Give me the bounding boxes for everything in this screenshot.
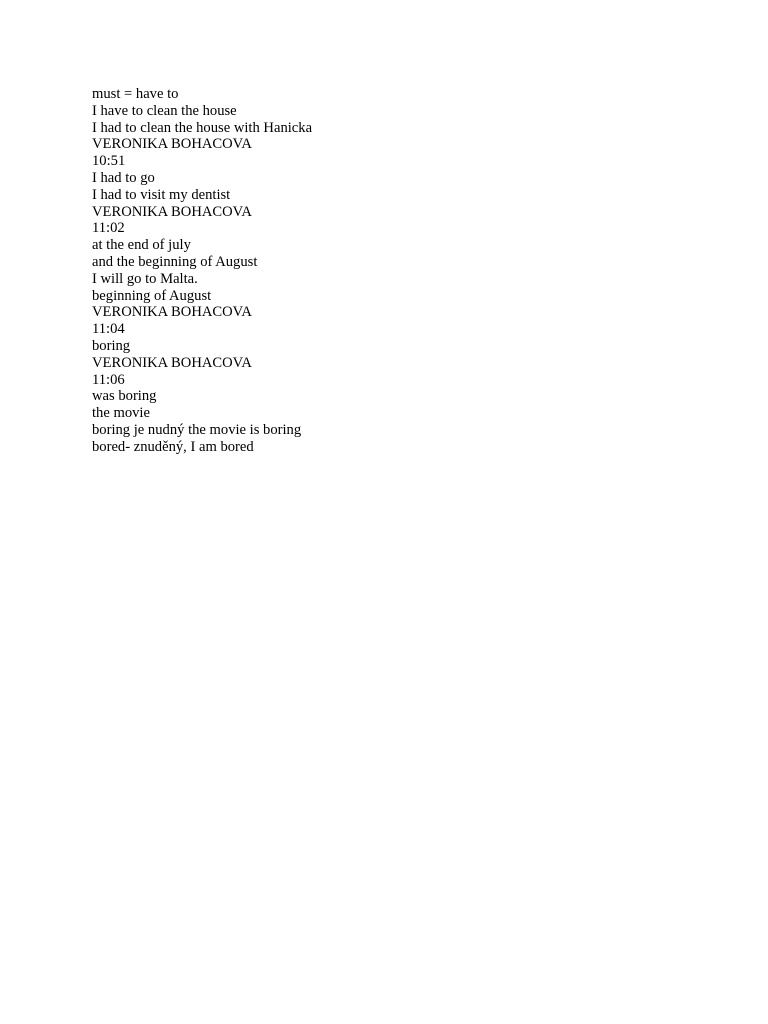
text-line: I had to clean the house with Hanicka <box>92 119 313 136</box>
timestamp: 11:06 <box>92 371 125 388</box>
text-line: bored- znuděný, I am bored <box>92 438 254 455</box>
author-name: VERONIKA BOHACOVA <box>92 203 252 220</box>
text-line: was boring <box>92 388 157 405</box>
text-line: beginning of August <box>92 287 212 304</box>
author-name: VERONIKA BOHACOVA <box>92 136 252 153</box>
text-line: I have to clean the house <box>92 102 237 119</box>
text-line: I had to go <box>92 169 155 186</box>
author-name: VERONIKA BOHACOVA <box>92 354 252 371</box>
text-line: at the end of july <box>92 237 191 254</box>
text-line: and the beginning of August <box>92 253 258 270</box>
timestamp: 11:04 <box>92 321 125 338</box>
text-line: I had to visit my dentist <box>92 186 231 203</box>
text-line: I will go to Malta. <box>92 270 198 287</box>
text-line: must = have to <box>92 86 179 102</box>
author-name: VERONIKA BOHACOVA <box>92 304 252 321</box>
document-text <box>92 86 312 456</box>
text-line: boring je nudný the movie is boring <box>92 421 302 438</box>
timestamp: 10:51 <box>92 153 126 170</box>
text-line: the movie <box>92 405 150 422</box>
text-line: boring <box>92 337 131 354</box>
timestamp: 11:02 <box>92 220 125 237</box>
